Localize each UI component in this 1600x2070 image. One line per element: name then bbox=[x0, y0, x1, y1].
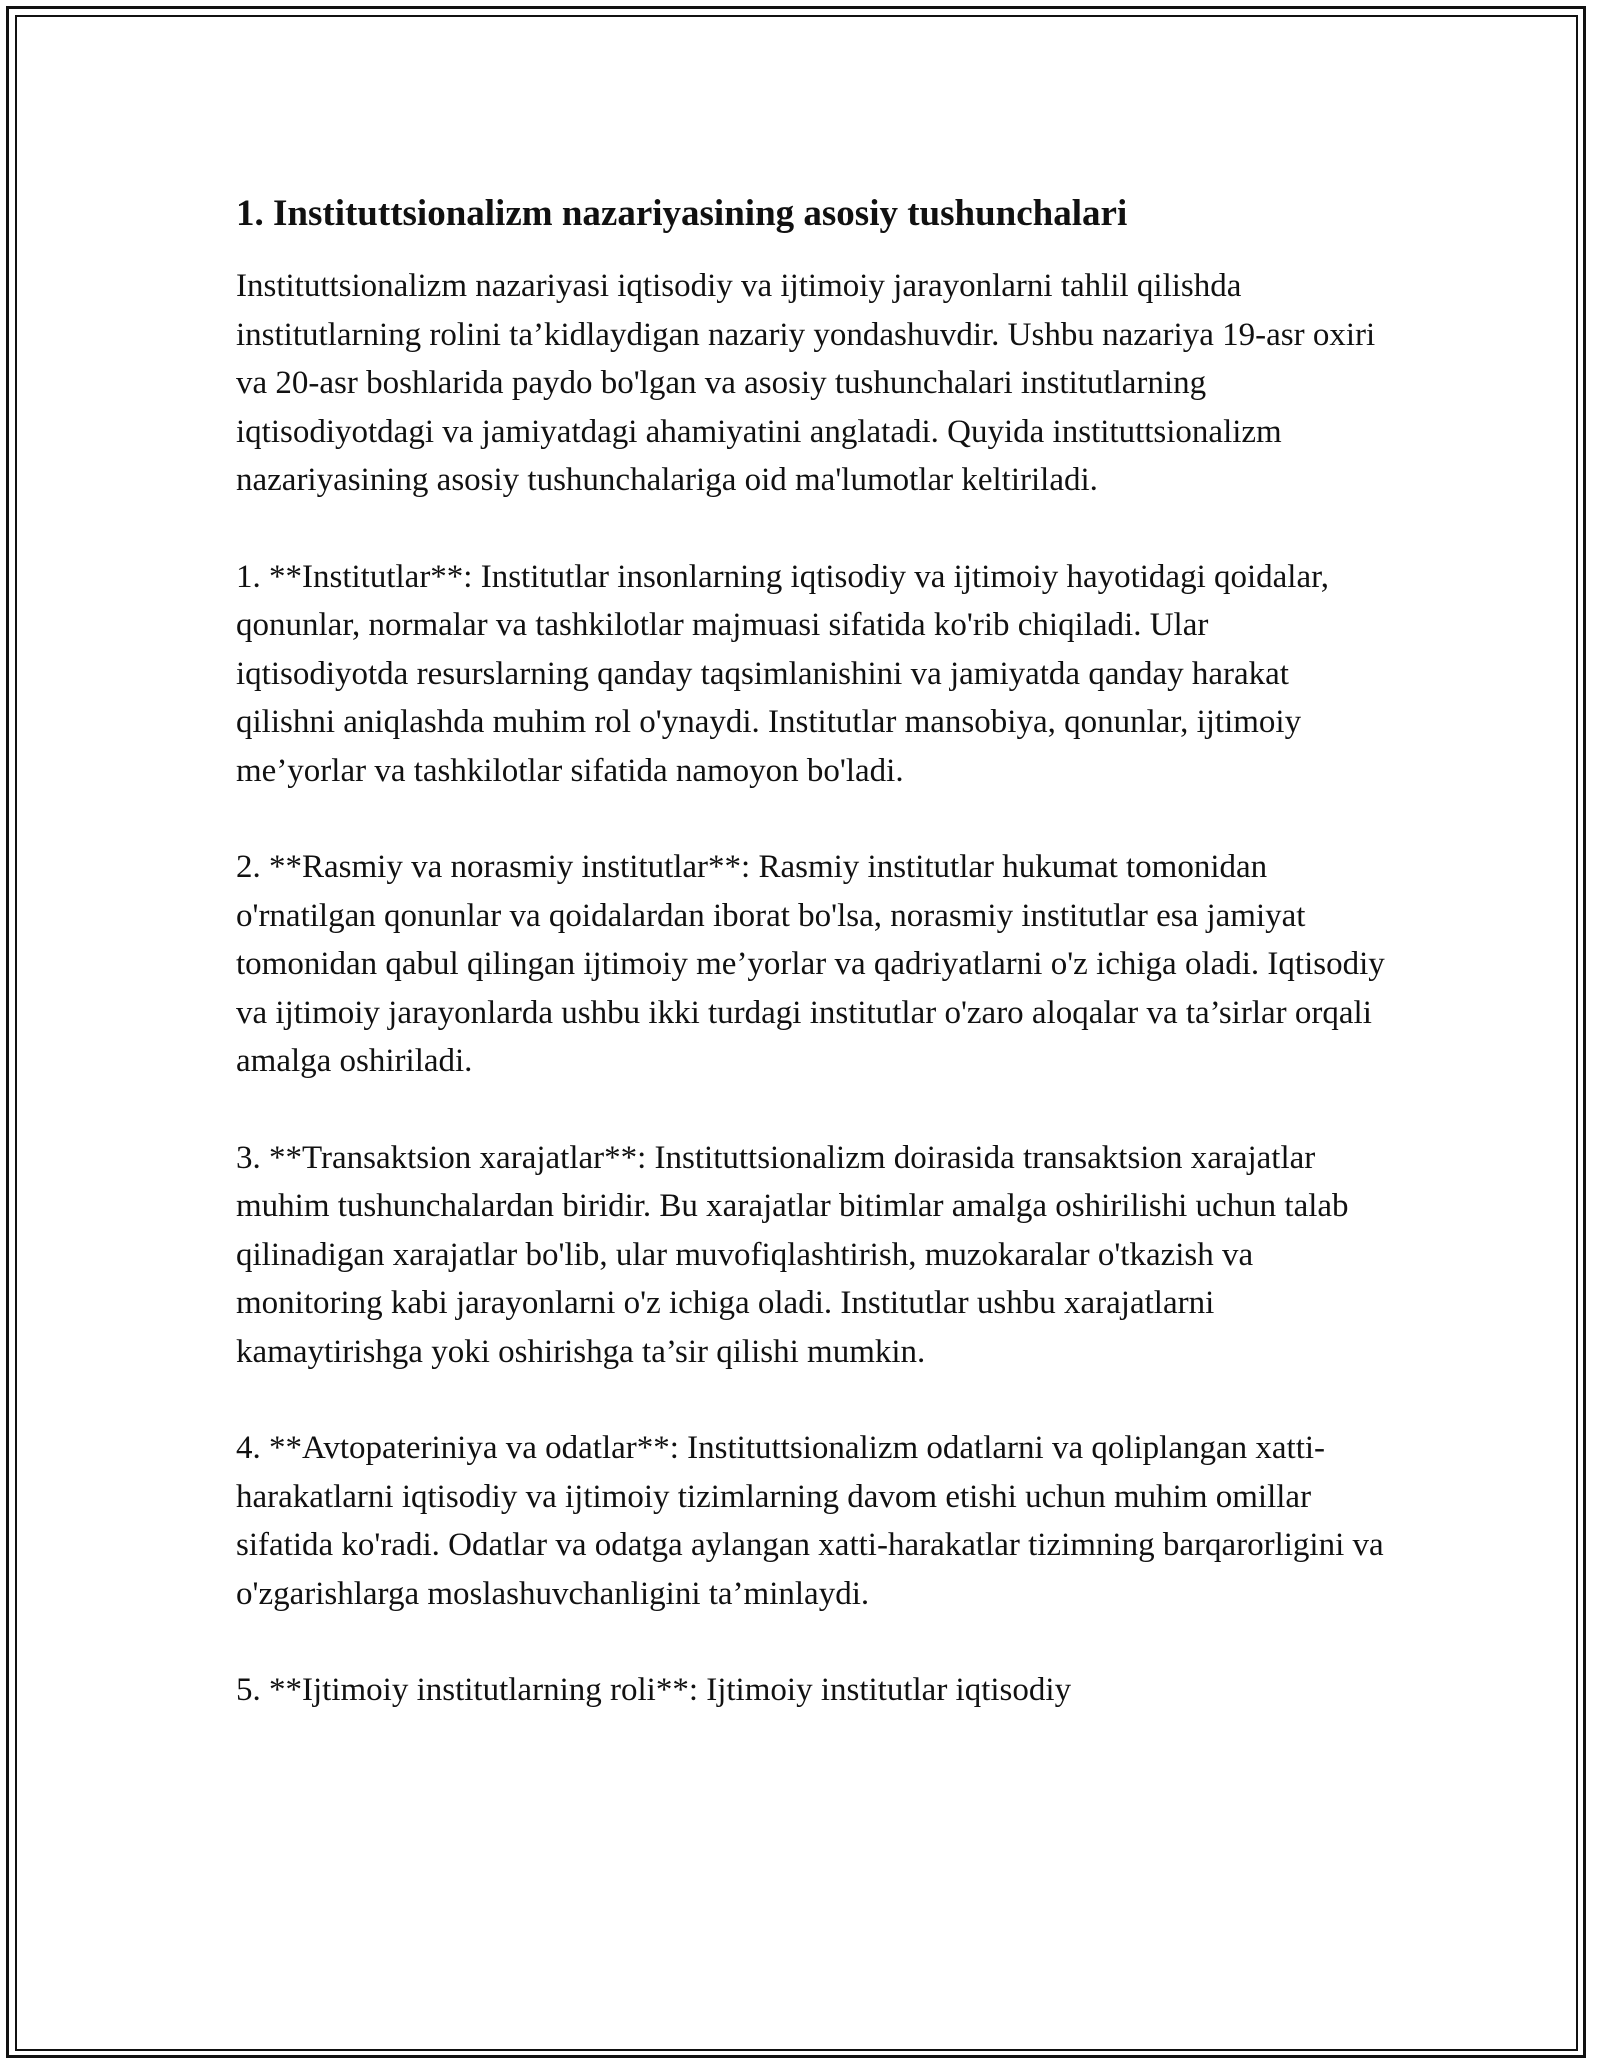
list-item-institutlar: 1. **Institutlar**: Institutlar insonlarning iqtisodiy va ijtimoiy hayotidagi qoidalar, qonunlar, normalar va tashkilotlar majmuasi sifatida ko'rib chiqiladi. Ular iqtisodiyotda resurslarning qanday taqsimlanishini va jamiyatda qanday harakat qilishni aniqlashda muhim rol o'ynaydi. Institutlar mansobiya, qonunlar, ijtimoiy me’yorlar va tashkilotlar sifatida namoyon bo'ladi. bbox=[236, 558, 1330, 789]
list-item-avtopateriniya: 4. **Avtopateriniya va odatlar**: Instituttsionalizm odatlarni va qoliplangan xatti-harakatlarni iqtisodiy va ijtimoiy tizimlarning davom etishi uchun muhim omillar sifatida ko'radi. Odatlar va odatga aylangan xatti-harakatlar tizimning barqarorligini va o'zgarishlarga moslashuvchanligini ta’minlaydi. bbox=[236, 1430, 1384, 1612]
document-body bbox=[236, 186, 1386, 1715]
section-heading: 1. Instituttsionalizm nazariyasining asosiy tushunchalari bbox=[236, 193, 1128, 234]
intro-paragraph: Instituttsionalizm nazariyasi iqtisodiy va ijtimoiy jarayonlarni tahlil qilishda institutlarning rolini ta’kidlaydigan nazariy yondashuvdir. Ushbu nazariya 19-asr oxiri va 20-asr boshlarida paydo bo'lgan va asosiy tushunchalari institutlarning iqtisodiyotdagi va jamiyatdagi ahamiyatini anglatadi. Quyida instituttsionalizm nazariyasining asosiy tushunchalariga oid ma'lumotlar keltiriladi. bbox=[236, 268, 1376, 498]
list-item-rasmiy-norasmiy: 2. **Rasmiy va norasmiy institutlar**: Rasmiy institutlar hukumat tomonidan o'rnatilgan qonunlar va qoidalardan iborat bo'lsa, norasmiy institutlar esa jamiyat tomonidan qabul qilingan ijtimoiy me’yorlar va qadriyatlarni o'z ichiga oladi. Iqtisodiy va ijtimoiy jarayonlarda ushbu ikki turdagi institutlar o'zaro aloqalar va ta’sirlar orqali amalga oshiriladi. bbox=[236, 849, 1385, 1079]
list-item-ijtimoiy-institutlar: 5. **Ijtimoiy institutlarning roli**: Ijtimoiy institutlar iqtisodiy bbox=[236, 1672, 1072, 1708]
list-item-transaktsion-xarajatlar: 3. **Transaktsion xarajatlar**: Instituttsionalizm doirasida transaktsion xarajatlar muhim tushunchalardan biridir. Bu xarajatlar bitimlar amalga oshirilishi uchun talab qilinadigan xarajatlar bo'lib, ular muvofiqlashtirish, muzokaralar o'tkazish va monitoring kabi jarayonlarni o'z ichiga oladi. Institutlar ushbu xarajatlarni kamaytirishga yoki oshirishga ta’sir qilishi mumkin. bbox=[236, 1139, 1349, 1370]
